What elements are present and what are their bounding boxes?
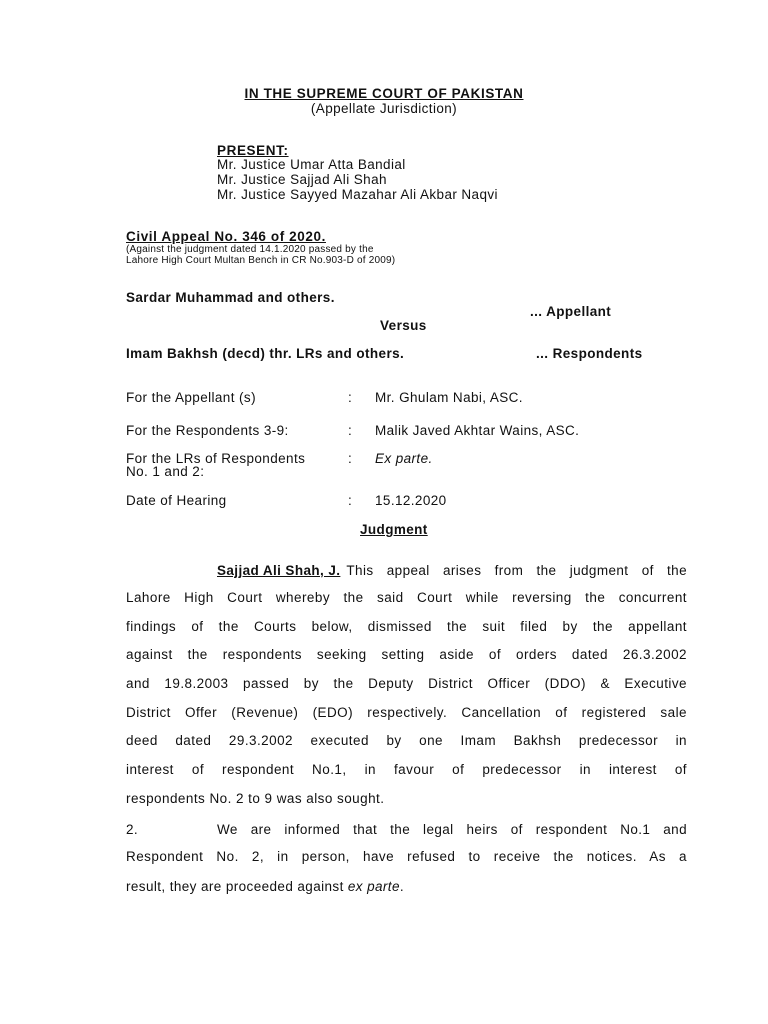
appearance-value: Mr. Ghulam Nabi, ASC. — [375, 390, 523, 405]
author-name: Sajjad Ali Shah, J. — [217, 563, 341, 578]
paragraph-number: 2. — [126, 822, 139, 837]
hearing-date-label: Date of Hearing — [126, 493, 227, 508]
paragraph-text: . — [399, 879, 405, 894]
paragraph-line: findings of the Courts below, dismissed the suit filed by the appellant — [126, 618, 687, 634]
paragraph-line: and 19.8.2003 passed by the Deputy District Officer (DDO) & Executive — [126, 676, 687, 692]
appearance-value: Malik Javed Akhtar Wains, ASC. — [375, 423, 580, 438]
judge-name: Mr. Justice Umar Atta Bandial — [217, 157, 406, 172]
appellant-name: Sardar Muhammad and others. — [126, 290, 335, 305]
judge-name: Mr. Justice Sayyed Mazahar Ali Akbar Naqvi — [217, 187, 498, 202]
case-note: (Against the judgment dated 14.1.2020 passed by the — [126, 244, 374, 255]
appearance-value: Ex parte. — [375, 451, 433, 466]
paragraph-1-body — [126, 584, 687, 814]
appearance-label: For the LRs of Respondents — [126, 451, 306, 466]
paragraph-line: interest of respondent No.1, in favour of predecessor in interest of — [126, 762, 687, 778]
jurisdiction-subtitle: (Appellate Jurisdiction) — [310, 101, 458, 116]
paragraph-line: Respondent No. 2, in person, have refused to receive the notices. As a — [126, 849, 687, 864]
appellant-role: ... Appellant — [530, 304, 612, 319]
paragraph-2-body — [126, 843, 687, 872]
appearance-label: For the Appellant (s) — [126, 390, 256, 405]
appearance-label: For the Respondents 3-9: — [126, 423, 289, 438]
present-label: PRESENT: — [217, 143, 289, 158]
respondent-name: Imam Bakhsh (decd) thr. LRs and others. — [126, 346, 405, 361]
appearance-colon: : — [348, 423, 353, 438]
paragraph-line: Lahore High Court whereby the said Court while reversing the concurrent — [126, 590, 687, 605]
paragraph-line: deed dated 29.3.2002 executed by one Imam Bakhsh predecessor in — [126, 733, 687, 749]
appearance-colon: : — [348, 493, 353, 508]
judge-name: Mr. Justice Sajjad Ali Shah — [217, 172, 387, 187]
case-note: Lahore High Court Multan Bench in CR No.903-D of 2009) — [126, 255, 396, 266]
paragraph-text: This appeal arises from the judgment of the — [346, 563, 687, 578]
paragraph-line: respondents No. 2 to 9 was also sought. — [126, 790, 385, 806]
case-number: Civil Appeal No. 346 of 2020. — [126, 229, 326, 244]
appearance-colon: : — [348, 390, 353, 405]
respondent-role: ... Respondents — [536, 346, 643, 361]
paragraph-1-opening — [217, 563, 687, 578]
judgment-heading: Judgment — [360, 522, 428, 537]
paragraph-2-opening: We are informed that the legal heirs of respondent No.1 and — [217, 822, 687, 837]
appearance-label-continued: No. 1 and 2: — [126, 464, 205, 479]
hearing-date-value: 15.12.2020 — [375, 493, 447, 508]
versus-label: Versus — [380, 318, 427, 333]
paragraph-text: result, they are proceeded against — [126, 879, 348, 894]
appearance-colon: : — [348, 451, 353, 466]
paragraph-line: District Offer (Revenue) (EDO) respectively. Cancellation of registered sale — [126, 704, 687, 720]
paragraph-line: against the respondents seeking setting aside of orders dated 26.3.2002 — [126, 647, 687, 663]
court-title: IN THE SUPREME COURT OF PAKISTAN — [244, 86, 524, 101]
ex-parte-term: ex parte — [347, 879, 400, 894]
paragraph-2-last-line — [126, 879, 404, 894]
